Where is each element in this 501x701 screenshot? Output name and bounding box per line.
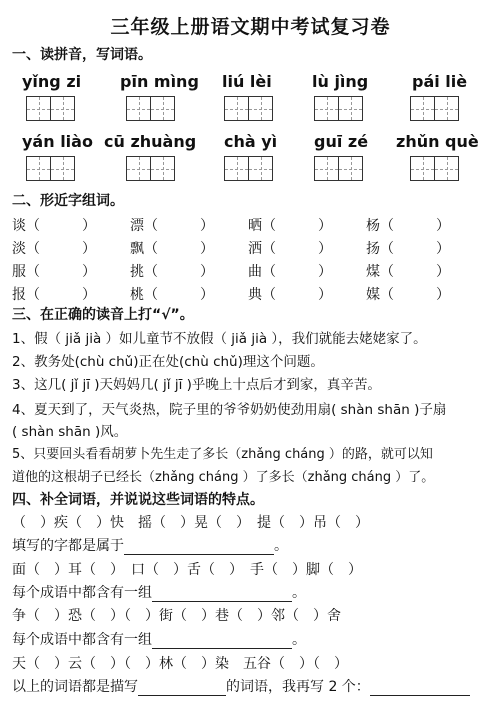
fill-line: [12, 631, 306, 649]
question-line: ( shàn shān )风。: [12, 424, 128, 440]
writing-grid[interactable]: [410, 96, 458, 121]
question-line: 道他的这根胡子已经长（zhǎng cháng ）了多长（zhǎng cháng ）了。: [12, 470, 435, 485]
word-pair: 杨（ ）: [366, 218, 450, 234]
writing-grid[interactable]: [224, 156, 272, 181]
writing-grid[interactable]: [314, 96, 362, 121]
answer-blank[interactable]: [152, 587, 292, 602]
word-pair: 挑（ ）: [130, 264, 214, 280]
idiom-line: （ ）疾（ ）快 摇（ ）晃（ ） 提（ ）吊（ ）: [12, 515, 369, 531]
word-pair: 扬（ ）: [366, 241, 450, 257]
pinyin-label: pīn mìng: [120, 72, 199, 91]
fill-line: [12, 678, 470, 696]
answer-blank[interactable]: [152, 634, 292, 649]
idiom-line: 天（ ）云（ ）（ ）林（ ）染 五谷（ ）（ ）: [12, 656, 348, 672]
question-line: 3、这几( jǐ jī )天妈妈几( jǐ jī )乎晚上十点后才到家，真辛苦。: [12, 377, 381, 393]
fill-prompt: 每个成语中都含有一组: [12, 585, 152, 601]
section3-heading: 三、在正确的读音上打“√”。: [12, 307, 194, 323]
fill-period: 。: [292, 585, 306, 601]
word-pair: 典（ ）: [248, 287, 332, 303]
writing-grid[interactable]: [314, 156, 362, 181]
pinyin-label: lù jìng: [312, 72, 369, 91]
word-pair: 桃（ ）: [130, 287, 214, 303]
page-title: 三年级上册语文期中考试复习卷: [110, 16, 391, 38]
fill-prompt: 填写的字都是属于: [12, 538, 124, 554]
pinyin-label: guī zé: [314, 132, 369, 151]
word-pair: 洒（ ）: [248, 241, 332, 257]
word-pair: 煤（ ）: [366, 264, 450, 280]
section1-heading: 一、读拼音，写词语。: [12, 47, 152, 63]
word-pair: 飘（ ）: [130, 241, 214, 257]
section4-heading: 四、补全词语，并说说这些词语的特点。: [12, 492, 264, 508]
word-pair: 晒（ ）: [248, 218, 332, 234]
question-line: 1、假（ jiǎ jià ）如儿童节不放假（ jiǎ jià ），我们就能去姥姥家了。: [12, 331, 427, 347]
pinyin-label: yán liào: [22, 132, 93, 151]
answer-blank[interactable]: [370, 681, 470, 696]
fill-prompt: 的词语，我再写 2 个：: [226, 679, 370, 695]
section2-heading: 二、形近字组词。: [12, 193, 124, 209]
writing-grid[interactable]: [224, 96, 272, 121]
writing-grid[interactable]: [126, 156, 174, 181]
writing-grid[interactable]: [410, 156, 458, 181]
idiom-line: 争（ ）恐（ ）（ ）街（ ）巷（ ）邻（ ）舍: [12, 608, 341, 624]
question-line: 5、只要回头看看胡萝卜先生走了多长（zhǎng cháng ）的路，就可以知: [12, 447, 433, 462]
fill-line: [12, 537, 288, 555]
question-line: 2、教务处(chù chǔ)正在处(chù chǔ)理这个问题。: [12, 354, 324, 370]
writing-grid[interactable]: [126, 96, 174, 121]
word-pair: 媒（ ）: [366, 287, 450, 303]
word-pair: 曲（ ）: [248, 264, 332, 280]
fill-line: [12, 584, 306, 602]
word-pair: 漂（ ）: [130, 218, 214, 234]
answer-blank[interactable]: [124, 540, 274, 555]
word-pair: 报（ ）: [12, 287, 96, 303]
pinyin-label: liú lèi: [222, 72, 272, 91]
question-line: 4、夏天到了，天气炎热，院子里的爷爷奶奶使劲用扇( shàn shān )子扇: [12, 402, 447, 418]
pinyin-label: cū zhuàng: [104, 132, 197, 151]
pinyin-label: chà yì: [224, 132, 278, 151]
fill-period: 。: [274, 538, 288, 554]
pinyin-label: zhǔn què: [396, 132, 479, 151]
pinyin-label: yǐng zi: [22, 72, 82, 91]
word-pair: 服（ ）: [12, 264, 96, 280]
fill-prompt: 每个成语中都含有一组: [12, 632, 152, 648]
answer-blank[interactable]: [138, 681, 226, 696]
writing-grid[interactable]: [26, 96, 74, 121]
idiom-line: 面（ ）耳（ ） 口（ ）舌（ ） 手（ ）脚（ ）: [12, 562, 362, 578]
word-pair: 谈（ ）: [12, 218, 96, 234]
fill-period: 。: [292, 632, 306, 648]
fill-prompt: 以上的词语都是描写: [12, 679, 138, 695]
pinyin-label: pái liè: [412, 72, 468, 91]
writing-grid[interactable]: [26, 156, 74, 181]
word-pair: 淡（ ）: [12, 241, 96, 257]
